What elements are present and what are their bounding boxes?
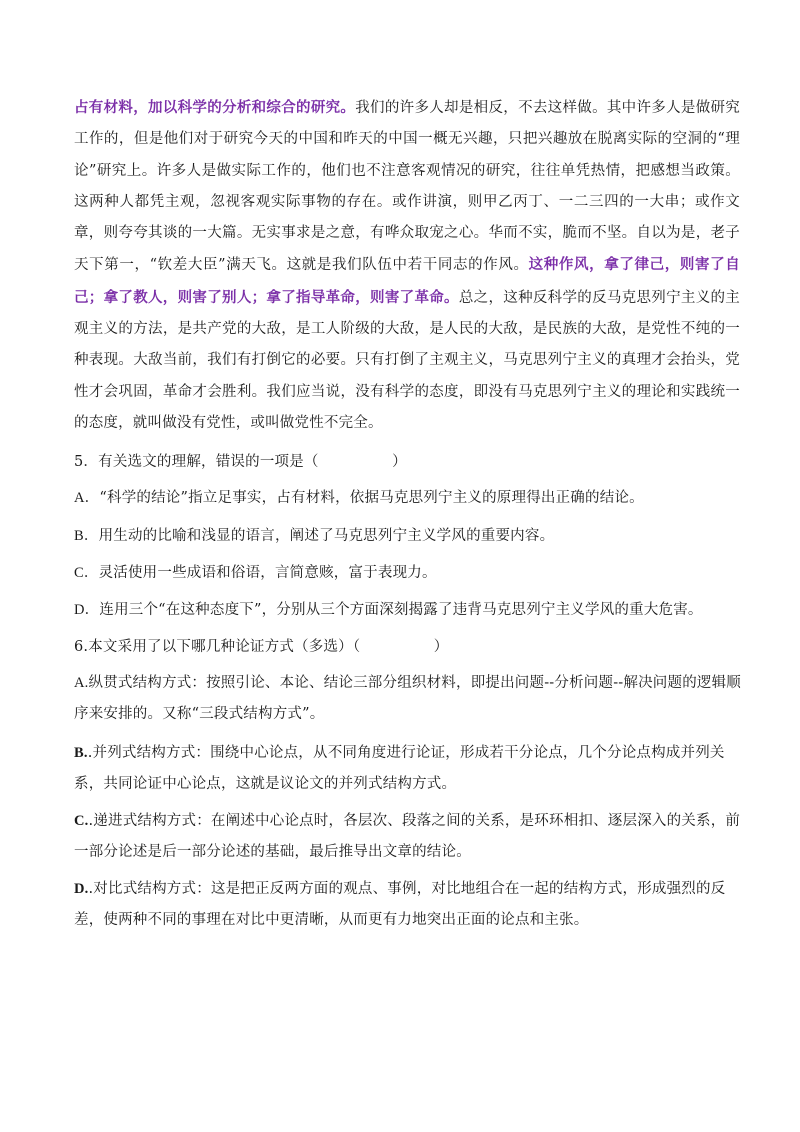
- question-6: [74, 632, 744, 663]
- option-label: C．: [74, 565, 99, 581]
- question-5-option-d: [74, 595, 744, 626]
- option-label: B.: [74, 745, 88, 761]
- question-6-option-c: [74, 806, 744, 869]
- option-label: A．: [74, 490, 100, 506]
- question-5: [74, 447, 744, 478]
- passage-body: 总之，这种反科学的反马克思列宁主义的主观主义的方法，是共产党的大敌，是工人阶级的大敌，是人民的大敌，是民族的大敌，是党性不纯的一种表现。大敌当前，我们有打倒它的必要。只有打倒了主观主义，马克思列宁主义的真理才会抬头，党性才会巩固，革命才会胜利。我们应当说，没有科学的态度，即没有马克思列宁主义的理论和实践统一的态度，就叫做没有党性，或叫做党性不完全。: [74, 289, 740, 431]
- option-text: 连用三个“在这种态度下”，分别从三个方面深刻揭露了违背马克思列宁主义学风的重大危害。: [99, 602, 703, 618]
- question-5-option-b: [74, 521, 744, 552]
- option-text: 纵贯式结构方式：按照引论、本论、结论三部分组织材料，即提出问题--分析问题--解决问题的逻辑顺序来安排的。又称“三段式结构方式”。: [74, 675, 741, 723]
- option-text: “科学的结论”指立足事实，占有材料，依据马克思列宁主义的原理得出正确的结论。: [99, 490, 644, 506]
- question-stem: 6.本文采用了以下哪几种论证方式（多选）（ ）: [74, 639, 449, 655]
- option-label: C.: [74, 813, 89, 829]
- option-text: 灵活使用一些成语和俗语，言简意赅，富于表现力。: [98, 565, 437, 581]
- passage-text: [74, 92, 740, 439]
- option-text: 用生动的比喻和浅显的语言，阐述了马克思列宁主义学风的重要内容。: [98, 528, 555, 544]
- passage-paragraph: [74, 92, 740, 439]
- highlighted-sentence: 这种作风，拿了律己，则害了自己；拿了教人，则害了别人；拿了指导革命，则害了革命。: [74, 256, 740, 306]
- question-5-option-c: [74, 558, 744, 589]
- option-label: D.: [74, 881, 89, 897]
- question-6-option-a: [74, 668, 744, 731]
- question-stem: 5．有关选文的理解，错误的一项是（ ）: [74, 454, 407, 470]
- passage-body: 我们的许多人却是相反，不去这样做。其中许多人是做研究工作的，但是他们对于研究今天的中国和昨天的中国一概无兴趣，只把兴趣放在脱离实际的空洞的“理论”研究上。许多人是做实际工作的，他们也不注意客观情况的研究，往往单凭热情，把感想当政策。这两种人都凭主观，忽视客观实际事物的存在。或作讲演，则甲乙丙丁、一二三四的一大串；或作文章，则夸夸其谈的一大篇。无实事求是之意，有哗众取宠之心。华而不实，脆而不坚。自以为是，老子天下第一，“钦差大臣”满天飞。这就是我们队伍中若干同志的作风。: [74, 100, 740, 274]
- option-label: B．: [74, 528, 99, 544]
- question-6-option-d: [74, 874, 744, 937]
- highlighted-sentence: 占有材料，加以科学的分析和综合的研究。: [74, 99, 356, 116]
- option-text: .并列式结构方式：围绕中心论点，从不同角度进行论证，形成若干分论点，几个分论点构成并列关系，共同论证中心论点，这就是议论文的并列式结构方式。: [74, 745, 725, 793]
- option-label: A.: [74, 675, 89, 691]
- question-5-option-a: [74, 483, 744, 514]
- question-6-option-b: [74, 738, 744, 801]
- option-label: D．: [74, 602, 100, 618]
- option-text: .对比式结构方式：这是把正反两方面的观点、事例，对比地组合在一起的结构方式，形成强烈的反差，使两种不同的事理在对比中更清晰，从而更有力地突出正面的论点和主张。: [74, 881, 726, 929]
- option-text: .递进式结构方式：在阐述中心论点时，各层次、段落之间的关系，是环环相扣、逐层深入的关系，前一部分论述是后一部分论述的基础，最后推导出文章的结论。: [74, 813, 741, 861]
